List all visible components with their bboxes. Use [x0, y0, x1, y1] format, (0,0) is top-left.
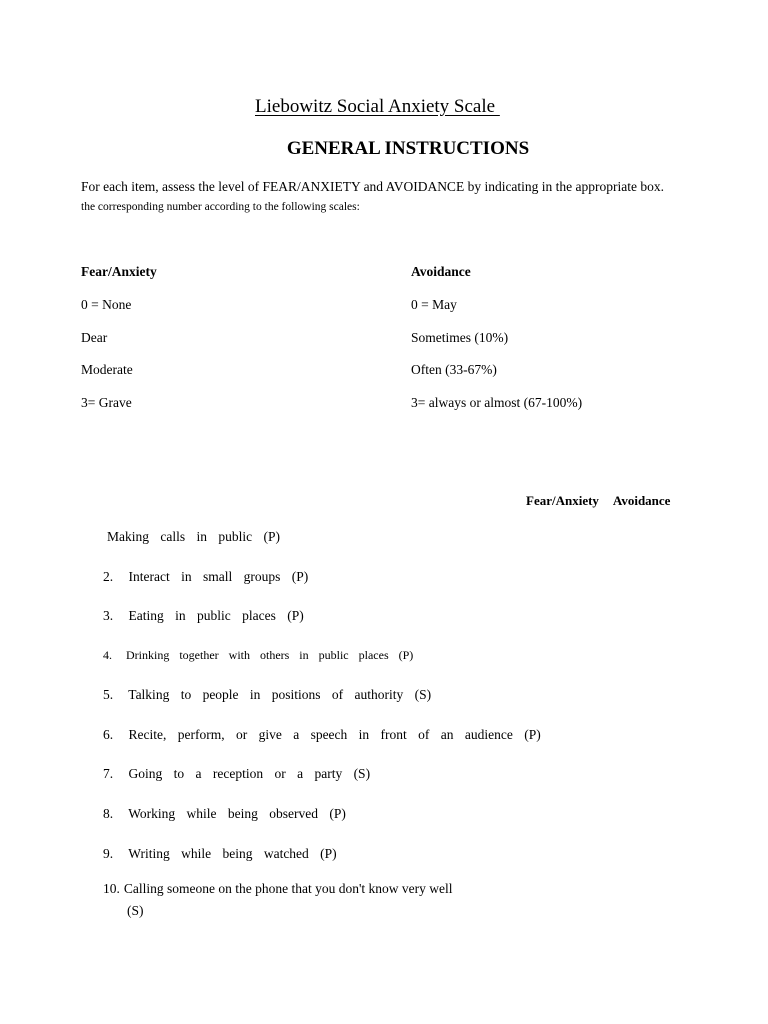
item-text: Going to a reception or a party (S) [128, 766, 371, 781]
avoidance-level-2: Often (33-67%) [411, 362, 497, 377]
item-9 [103, 846, 337, 862]
item-table-headers [526, 493, 670, 509]
item-5 [103, 687, 431, 703]
item-number: 5. [103, 687, 114, 702]
fear-level-0: 0 = None [81, 297, 132, 312]
avoidance-level-0: 0 = May [411, 297, 457, 312]
fear-anxiety-scale [81, 264, 157, 427]
fear-level-2: Moderate [81, 362, 133, 377]
avoidance-scale [411, 264, 582, 427]
item-text: Talking to people in positions of authority (S) [128, 687, 432, 702]
item-text: Drinking together with others in public places (P) [126, 648, 414, 662]
fear-level-3: 3= Grave [81, 394, 132, 410]
item-10 [103, 881, 453, 897]
avoidance-level-3: 3= always or almost (67-100%) [411, 394, 583, 410]
item-text: Calling someone on the phone that you don't know very well [123, 881, 453, 896]
instructions-text-line-2: the corresponding number according to the following scales: [81, 201, 360, 213]
avoidance-column-header: Avoidance [612, 493, 671, 508]
fear-anxiety-column-header: Fear/Anxiety [526, 493, 599, 508]
item-number: 8. [103, 806, 114, 821]
item-text: Making calls in public (P) [107, 529, 280, 544]
avoidance-scale-heading: Avoidance [411, 264, 471, 279]
item-7 [103, 766, 370, 782]
instructions-heading: GENERAL INSTRUCTIONS [286, 138, 530, 159]
fear-anxiety-scale-heading: Fear/Anxiety [81, 264, 157, 279]
item-6 [103, 727, 541, 743]
item-number: 4. [103, 648, 112, 662]
item-2 [103, 569, 308, 585]
item-number: 7. [103, 766, 114, 781]
instructions-text-line-1: For each item, assess the level of FEAR/ANXIETY and AVOIDANCE by indicating in the appropriate box. [81, 179, 665, 194]
item-text: Recite, perform, or give a speech in front of an audience (P) [128, 727, 541, 742]
fear-level-1: Dear [81, 329, 108, 345]
item-text: Eating in public places (P) [128, 608, 304, 623]
item-text: Writing while being watched (P) [128, 846, 337, 861]
item-number: 2. [103, 569, 114, 584]
item-text: Interact in small groups (P) [128, 569, 309, 584]
item-1 [103, 529, 280, 545]
item-10-continuation: (S) [127, 903, 144, 918]
item-4 [103, 648, 413, 663]
item-text: Working while being observed (P) [128, 806, 346, 821]
avoidance-level-1: Sometimes (10%) [411, 329, 509, 345]
item-number: 3. [103, 608, 114, 623]
document-title: Liebowitz Social Anxiety Scale [255, 96, 500, 117]
item-8 [103, 806, 346, 822]
item-3 [103, 608, 304, 624]
item-number: 9. [103, 846, 114, 861]
item-number: 10. [103, 881, 120, 896]
item-number: 6. [103, 727, 114, 742]
